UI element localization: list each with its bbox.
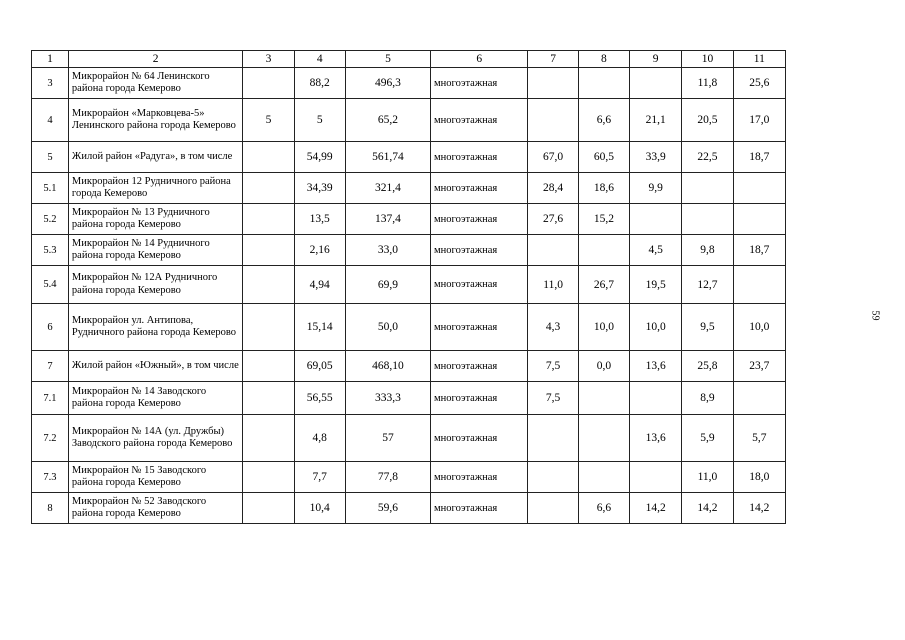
district-name-cell: Микрорайон № 14 Заводского района города Кемерово [68, 382, 242, 415]
page-number: 59 [869, 310, 881, 321]
column-header-3: 3 [243, 51, 294, 68]
cell-col-10: 8,9 [682, 382, 733, 415]
cell-col-7: 7,5 [528, 382, 578, 415]
column-header-11: 11 [733, 51, 785, 68]
table-row [32, 99, 786, 142]
table-row [32, 68, 786, 99]
building-type-cell: многоэтажная [431, 493, 528, 524]
building-type-cell: многоэтажная [431, 351, 528, 382]
cell-col-3 [243, 462, 294, 493]
cell-col-5: 468,10 [345, 351, 430, 382]
table-body [32, 68, 786, 524]
cell-col-7: 28,4 [528, 173, 578, 204]
column-header-2: 2 [68, 51, 242, 68]
district-name-cell: Микрорайон № 14 Рудничного района города Кемерово [68, 235, 242, 266]
cell-col-9: 14,2 [630, 493, 682, 524]
cell-col-7 [528, 68, 578, 99]
district-name-cell: Микрорайон 12 Рудничного района города Кемерово [68, 173, 242, 204]
cell-col-3 [243, 351, 294, 382]
document-page [31, 50, 786, 524]
cell-col-9: 4,5 [630, 235, 682, 266]
cell-col-11: 14,2 [733, 493, 785, 524]
cell-col-4: 13,5 [294, 204, 345, 235]
cell-col-7 [528, 462, 578, 493]
cell-col-8: 18,6 [578, 173, 629, 204]
cell-col-3 [243, 304, 294, 351]
cell-col-7: 7,5 [528, 351, 578, 382]
cell-col-5: 59,6 [345, 493, 430, 524]
cell-col-5: 69,9 [345, 266, 430, 304]
cell-col-11 [733, 173, 785, 204]
cell-col-10: 5,9 [682, 415, 733, 462]
cell-col-4: 7,7 [294, 462, 345, 493]
table-row [32, 235, 786, 266]
cell-col-7: 67,0 [528, 142, 578, 173]
cell-col-11: 25,6 [733, 68, 785, 99]
row-number-cell: 4 [32, 99, 69, 142]
cell-col-8 [578, 382, 629, 415]
building-type-cell: многоэтажная [431, 462, 528, 493]
cell-col-5: 321,4 [345, 173, 430, 204]
table-row [32, 382, 786, 415]
cell-col-10 [682, 173, 733, 204]
cell-col-5: 561,74 [345, 142, 430, 173]
cell-col-10: 22,5 [682, 142, 733, 173]
cell-col-8 [578, 235, 629, 266]
cell-col-10: 12,7 [682, 266, 733, 304]
district-name-cell: Микрорайон № 52 Заводского района города Кемерово [68, 493, 242, 524]
cell-col-8: 15,2 [578, 204, 629, 235]
cell-col-10: 11,8 [682, 68, 733, 99]
building-type-cell: многоэтажная [431, 99, 528, 142]
cell-col-10: 14,2 [682, 493, 733, 524]
cell-col-11: 18,7 [733, 235, 785, 266]
row-number-cell: 8 [32, 493, 69, 524]
column-header-9: 9 [630, 51, 682, 68]
cell-col-11 [733, 382, 785, 415]
cell-col-8: 6,6 [578, 99, 629, 142]
district-name-cell: Микрорайон «Марковцева-5» Ленинского района города Кемерово [68, 99, 242, 142]
column-header-8: 8 [578, 51, 629, 68]
cell-col-11: 23,7 [733, 351, 785, 382]
district-name-cell: Микрорайон № 12А Рудничного района города Кемерово [68, 266, 242, 304]
cell-col-3 [243, 68, 294, 99]
table-row [32, 415, 786, 462]
cell-col-4: 56,55 [294, 382, 345, 415]
table-row [32, 304, 786, 351]
column-header-4: 4 [294, 51, 345, 68]
cell-col-5: 50,0 [345, 304, 430, 351]
district-name-cell: Жилой район «Радуга», в том числе [68, 142, 242, 173]
row-number-cell: 7.3 [32, 462, 69, 493]
cell-col-8: 26,7 [578, 266, 629, 304]
row-number-cell: 5.2 [32, 204, 69, 235]
cell-col-8: 0,0 [578, 351, 629, 382]
header-row [32, 51, 786, 68]
cell-col-3 [243, 204, 294, 235]
row-number-cell: 5.1 [32, 173, 69, 204]
district-name-cell: Микрорайон № 13 Рудничного района города Кемерово [68, 204, 242, 235]
row-number-cell: 7 [32, 351, 69, 382]
cell-col-3 [243, 173, 294, 204]
cell-col-3 [243, 382, 294, 415]
cell-col-8: 10,0 [578, 304, 629, 351]
building-type-cell: многоэтажная [431, 173, 528, 204]
cell-col-5: 65,2 [345, 99, 430, 142]
building-type-cell: многоэтажная [431, 304, 528, 351]
table-row [32, 204, 786, 235]
cell-col-10: 9,8 [682, 235, 733, 266]
cell-col-11: 10,0 [733, 304, 785, 351]
cell-col-9: 13,6 [630, 415, 682, 462]
cell-col-9: 13,6 [630, 351, 682, 382]
cell-col-4: 4,8 [294, 415, 345, 462]
cell-col-10: 9,5 [682, 304, 733, 351]
cell-col-11: 18,7 [733, 142, 785, 173]
cell-col-4: 5 [294, 99, 345, 142]
building-type-cell: многоэтажная [431, 142, 528, 173]
cell-col-3 [243, 235, 294, 266]
table-row [32, 351, 786, 382]
cell-col-3 [243, 266, 294, 304]
cell-col-5: 33,0 [345, 235, 430, 266]
cell-col-9: 9,9 [630, 173, 682, 204]
cell-col-11: 17,0 [733, 99, 785, 142]
column-header-1: 1 [32, 51, 69, 68]
cell-col-11 [733, 266, 785, 304]
table-row [32, 493, 786, 524]
row-number-cell: 3 [32, 68, 69, 99]
cell-col-3 [243, 142, 294, 173]
cell-col-7: 27,6 [528, 204, 578, 235]
row-number-cell: 5.3 [32, 235, 69, 266]
district-name-cell: Микрорайон ул. Антипова, Рудничного района города Кемерово [68, 304, 242, 351]
cell-col-4: 54,99 [294, 142, 345, 173]
cell-col-9: 19,5 [630, 266, 682, 304]
column-header-10: 10 [682, 51, 733, 68]
cell-col-10: 25,8 [682, 351, 733, 382]
cell-col-5: 77,8 [345, 462, 430, 493]
table-row [32, 266, 786, 304]
building-type-cell: многоэтажная [431, 382, 528, 415]
cell-col-5: 137,4 [345, 204, 430, 235]
row-number-cell: 7.2 [32, 415, 69, 462]
cell-col-8 [578, 415, 629, 462]
cell-col-7 [528, 235, 578, 266]
building-type-cell: многоэтажная [431, 415, 528, 462]
district-name-cell: Микрорайон № 14А (ул. Дружбы) Заводского района города Кемерово [68, 415, 242, 462]
cell-col-7 [528, 415, 578, 462]
cell-col-8: 60,5 [578, 142, 629, 173]
cell-col-4: 10,4 [294, 493, 345, 524]
building-type-cell: многоэтажная [431, 235, 528, 266]
cell-col-7 [528, 99, 578, 142]
cell-col-9: 33,9 [630, 142, 682, 173]
cell-col-4: 15,14 [294, 304, 345, 351]
cell-col-4: 69,05 [294, 351, 345, 382]
column-header-7: 7 [528, 51, 578, 68]
housing-table [31, 50, 786, 524]
cell-col-9 [630, 382, 682, 415]
cell-col-7: 4,3 [528, 304, 578, 351]
cell-col-11: 5,7 [733, 415, 785, 462]
row-number-cell: 5.4 [32, 266, 69, 304]
column-header-6: 6 [431, 51, 528, 68]
cell-col-7: 11,0 [528, 266, 578, 304]
column-header-5: 5 [345, 51, 430, 68]
district-name-cell: Жилой район «Южный», в том числе [68, 351, 242, 382]
building-type-cell: многоэтажная [431, 266, 528, 304]
cell-col-4: 34,39 [294, 173, 345, 204]
cell-col-11 [733, 204, 785, 235]
cell-col-3 [243, 415, 294, 462]
cell-col-5: 57 [345, 415, 430, 462]
table-row [32, 173, 786, 204]
cell-col-9 [630, 462, 682, 493]
cell-col-8 [578, 68, 629, 99]
cell-col-10: 20,5 [682, 99, 733, 142]
cell-col-3: 5 [243, 99, 294, 142]
cell-col-5: 496,3 [345, 68, 430, 99]
cell-col-7 [528, 493, 578, 524]
building-type-cell: многоэтажная [431, 68, 528, 99]
cell-col-4: 2,16 [294, 235, 345, 266]
district-name-cell: Микрорайон № 64 Ленинского района города Кемерово [68, 68, 242, 99]
district-name-cell: Микрорайон № 15 Заводского района города Кемерово [68, 462, 242, 493]
row-number-cell: 5 [32, 142, 69, 173]
cell-col-9: 10,0 [630, 304, 682, 351]
cell-col-10 [682, 204, 733, 235]
cell-col-4: 88,2 [294, 68, 345, 99]
cell-col-9 [630, 204, 682, 235]
cell-col-9 [630, 68, 682, 99]
row-number-cell: 7.1 [32, 382, 69, 415]
building-type-cell: многоэтажная [431, 204, 528, 235]
row-number-cell: 6 [32, 304, 69, 351]
cell-col-9: 21,1 [630, 99, 682, 142]
cell-col-5: 333,3 [345, 382, 430, 415]
cell-col-3 [243, 493, 294, 524]
table-row [32, 462, 786, 493]
cell-col-8 [578, 462, 629, 493]
cell-col-8: 6,6 [578, 493, 629, 524]
table-row [32, 142, 786, 173]
cell-col-11: 18,0 [733, 462, 785, 493]
cell-col-10: 11,0 [682, 462, 733, 493]
cell-col-4: 4,94 [294, 266, 345, 304]
